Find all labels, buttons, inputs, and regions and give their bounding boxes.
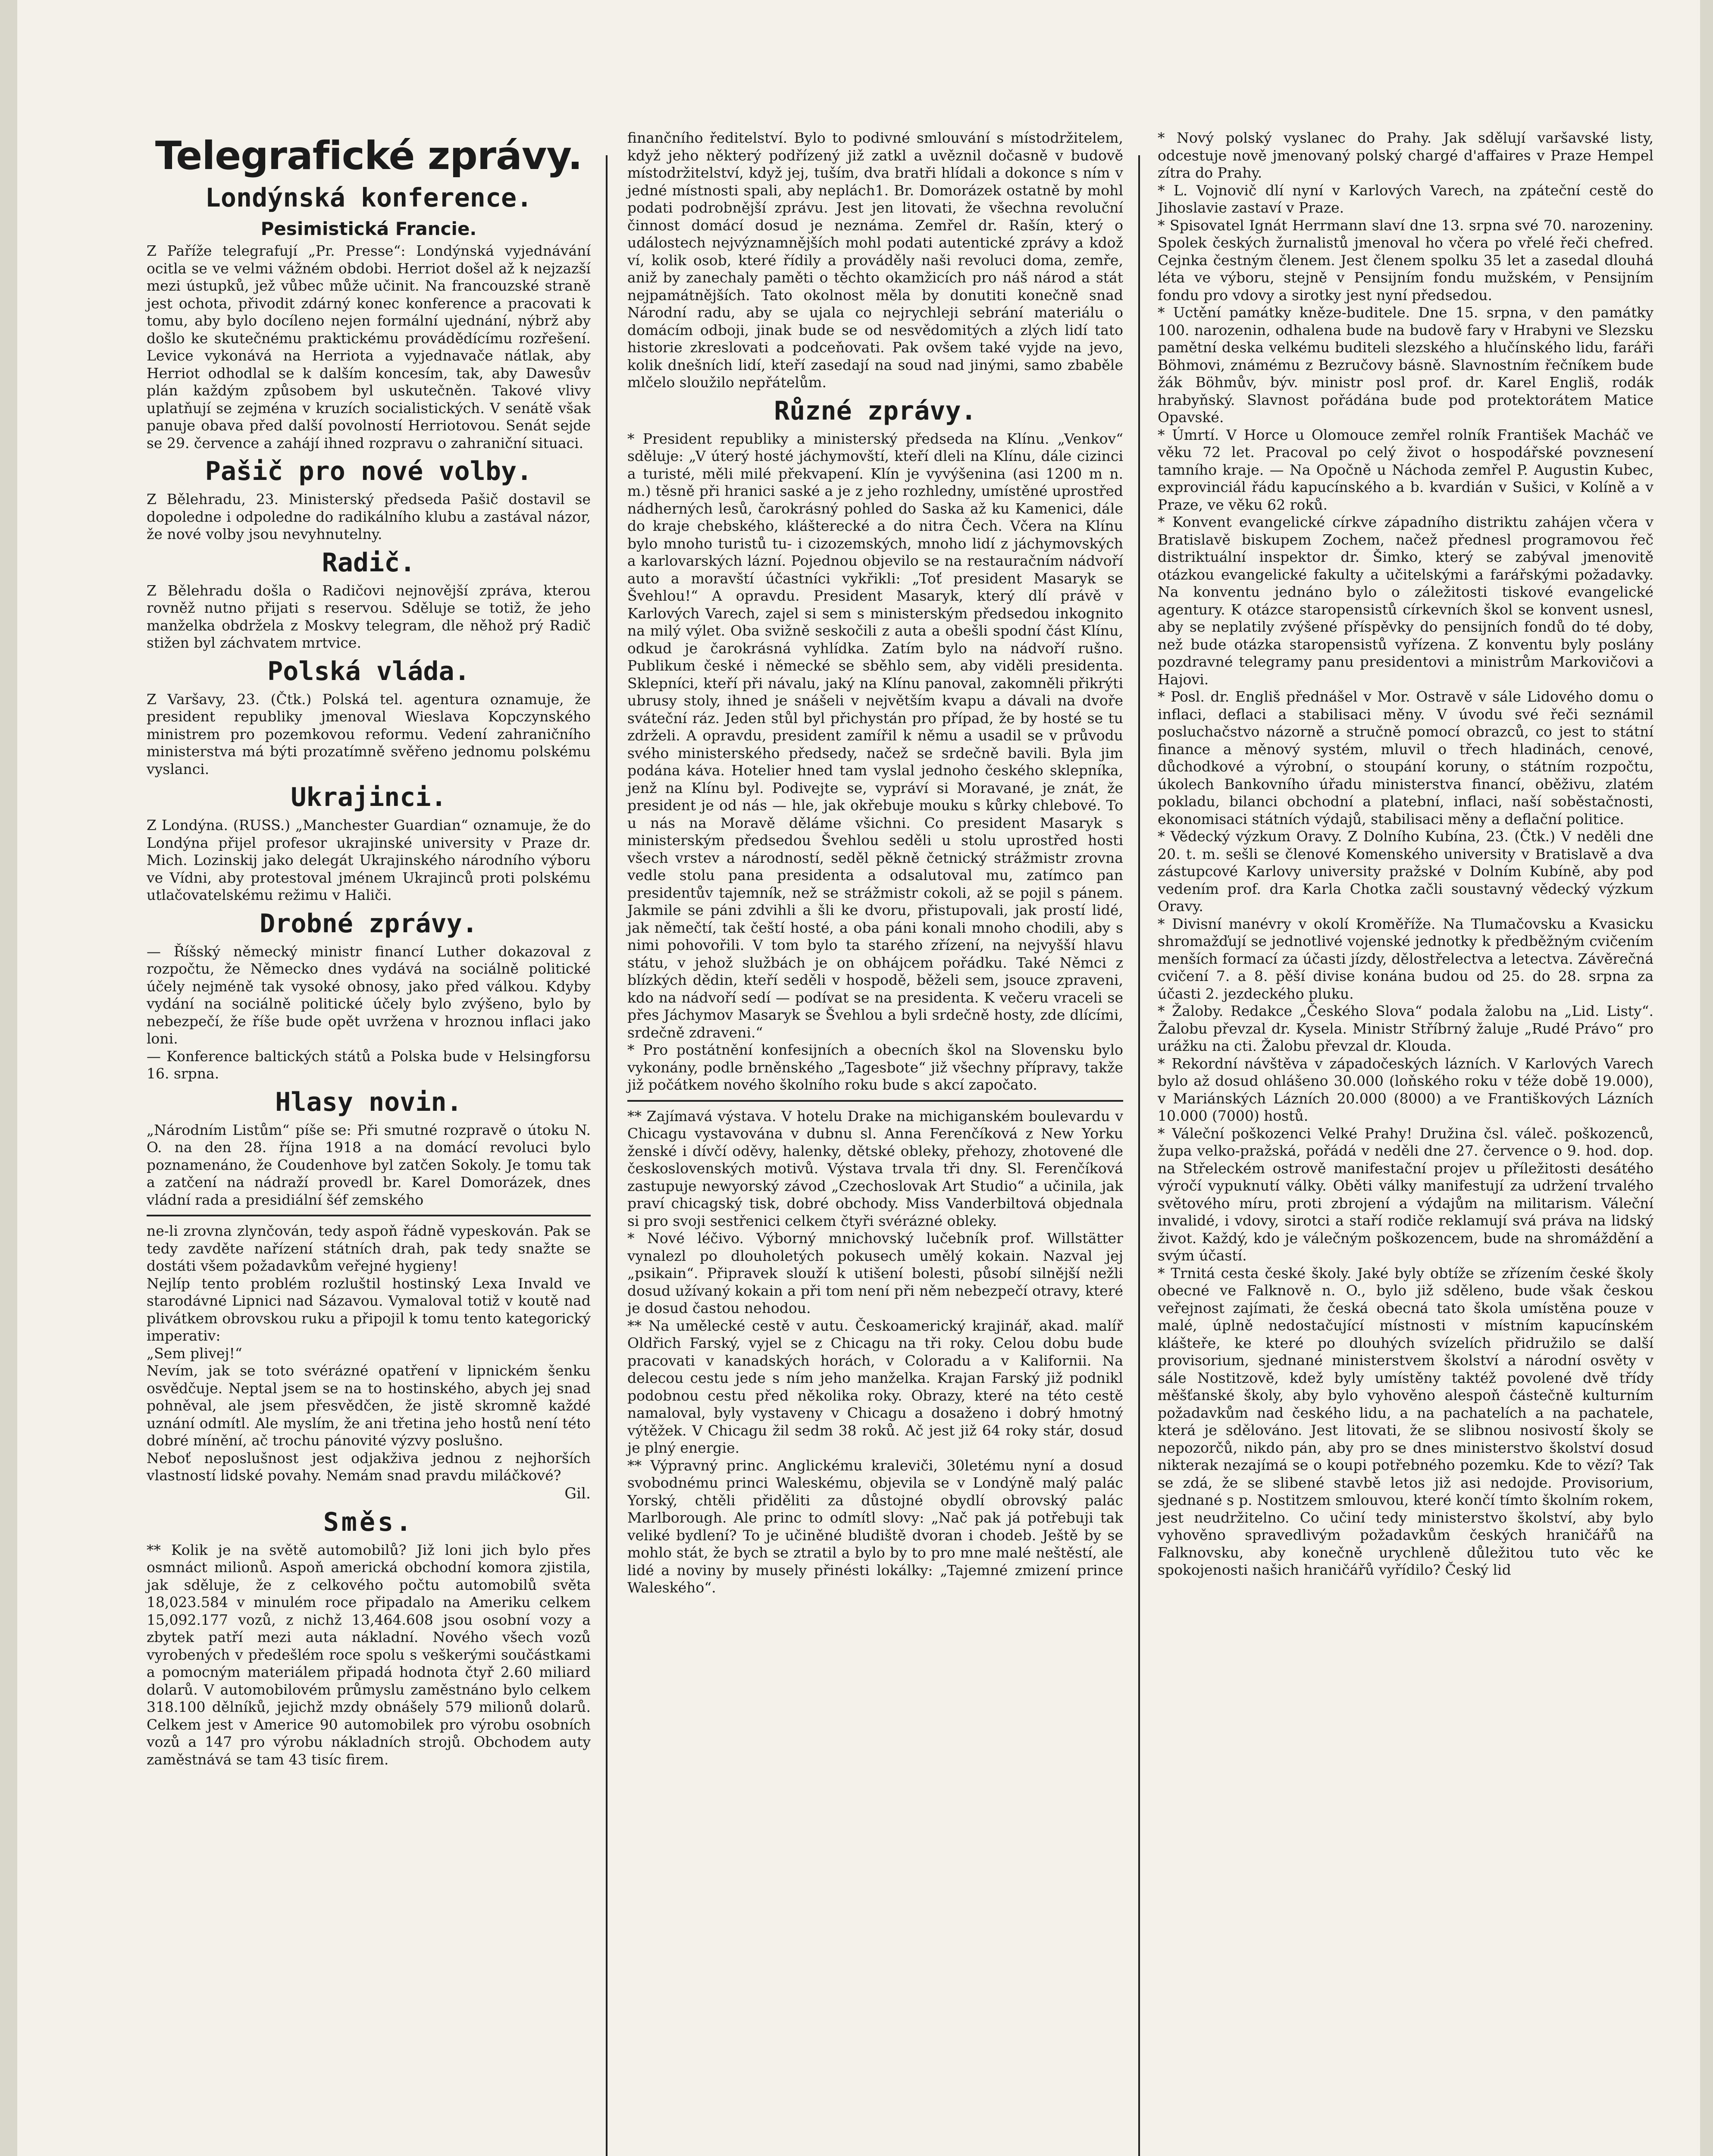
article-englis-prednasel: * Posl. dr. Engliš přednášel v Mor. Ostravě v sále Lidového domu o inflaci, deflaci a stabilisaci měny. V úvodu své řeči seznámil posluchačstvo názorně a stručně pomocí obrazců, co jest to státní finance a měnový systém, mluvil o třech hladinách, cenové, důchodkové a výrobní, o stoupání koruny, o státním rozpočtu, úkolech Bankovního úřadu ministerstva financí, oběživu, zlatém pokladu, bilanci obchodní a platební, inflaci, naší soběstačnosti, ekonomisaci státních výdajů, stabilisaci měny a deflační politice. (1158, 688, 1653, 827)
feuilleton-part-2: Nejlíp tento problém rozluštil hostinský Lexa Invald ve starodávné Lipnici nad Sázavou. Vymaloval totiž v koutě nad plivátkem obrovskou ruku a připojil k tomu tento kategorický imperativ: (147, 1275, 591, 1344)
column-rule-2 (1138, 155, 1140, 2156)
feuilleton-part-3: „Sem plivej!“ (147, 1344, 242, 1362)
article-polska-vlada: Z Varšavy, 23. (Čtk.) Polská tel. agentura oznamuje, že president republiky jmenoval Wieslava Kopczynského ministrem pro pozemkovou reformu. Vedení zahraničního ministerstva má býti prozatímně svěřeno jednomu polskému vyslanci. (147, 690, 591, 777)
article-londynska-konference: Z Paříže telegrafují „Pr. Presse“: Londýnská vyjednávání ocitla se ve velmi vážném obdobi. Herriot došel až k nejzazší mezi ústupků, jež vůbec může učinit. Na francouzské straně jest ochota, přivodit zdárný konec konference a pracovati k tomu, aby bylo docíleno nejen formální ujednání, nýbrž aby došlo ke skutečnému praktickému provádědícímu rozřešení. Levice vykonává na Herriota a vyjednavače nátlak, aby Herriot odhodlal se k dalším koncesím, tak, aby Dawesův plán každým způsobem byl uskutečněn. Takové vlivy uplatňují se zejména v kruzích socialistických. V senátě však panuje obava před další povolností Herriotovou. Senát sejde se 29. července a zahájí ihned rozpravu o zahraniční situaci. (147, 242, 591, 451)
section-divider (147, 1215, 591, 1216)
article-knez-buditel: * Uctění památky kněze-buditele. Dne 15. srpna, v den památky 100. narozenin, odhalena bude na budově fary v Hrabyni ve Slezsku pamětní deska velkému buditeli slezského a hlučínského lidu, faráři Böhmovi, známému z Bezručovy básně. Slavnostním řečníkem bude žák Böhmův, býv. ministr posl prof. dr. Karel Engliš, rodák hrabyňský. Slavnost pořádána bude pod protektorátem Matice Opavské. (1158, 304, 1653, 426)
article-umrti: * Úmrtí. V Horce u Olomouce zemřel rolník František Macháč ve věku 72 let. Pracoval po celý život o hospodářské povznesení tamního kraje. — Na Opočně u Náchoda zemřel P. Augustin Kubec, exprovinciál řádu kapucínského a b. kvardián v Sušici, v Kolíně a v Praze, ve věku 62 roků. (1158, 426, 1653, 513)
section-divider-2 (627, 1100, 1123, 1102)
article-polsky-vyslanec: * Nový polský vyslanec do Prahy. Jak sdělují varšavské listy, odcestuje nově jmenovaný polský chargé d'affaires v Praze Hempel zítra do Prahy. (1158, 129, 1653, 181)
article-herrmann: * Spisovatel Ignát Herrmann slaví dne 13. srpna své 70. narozeniny. Spolek českých žurnalistů jmenoval ho včera po vřelé řeči chefred. Cejnka čestným členem. Jest členem spolku 35 let a zasedal dlouhá léta ve výboru, stejně v Pensijním fondu mužském, v Pensijním fondu pro vdovy a sirotky jest nyní předsedou. (1158, 216, 1653, 304)
article-valecni-poskozenci: * Váleční poškozenci Velké Prahy! Družina čsl. váleč. poškozenců, župa velko-pražská, pořádá v neděli dne 27. července o 9. hod. dop. na Střeleckém ostrově manifestační projev u příležitosti desátého výročí vypuknutí války. Oběti války manifestují za udržení trvalého světového míru, proti zbrojení a výdajům na militarism. Váleční invalidé, i vdovy, sirotci a staří rodiče reklamují svá práva na lidský život. Každý, kdo je válečným poškozencem, bude na shromáždění a svým účastí. (1158, 1125, 1653, 1264)
feuilleton-part-1: ne-li zrovna zlynčován, tedy aspoň řádně vypeskován. Pak se tedy zavděte nařízení státních drah, pak tedy snažte se dostáti všem požadavkům veřejné hygieny! (147, 1222, 591, 1274)
article-rekordni-navsteva: * Rekordní návštěva v západočeských lázních. V Karlových Varech bylo až dosud ohlášeno 30.000 (loňského roku v téže době 19.000), v Mariánských Lázních 20.000 (8000) a ve Františkových Lázních 10.000 (7000) hostů. (1158, 1055, 1653, 1124)
column-rule-1 (606, 155, 608, 2156)
column-1 (147, 129, 591, 1768)
heading-radic: Radič. (322, 547, 416, 578)
article-vojnovic: * L. Vojnovič dlí nyní v Karlových Varech, na zpáteční cestě do Jihoslavie zastaví v Praze. (1158, 182, 1653, 216)
article-hlasy-novin: „Národním Listům“ píše se: Při smutné rozpravě o útoku N. O. na den 28. října 1918 a na domácí revoluci bylo poznamenáno, že Coudenhove byl zatčen Sokoly. Je tomu tak a zatčení na nádraží provedl br. Karel Domorázek, dnes vládní rada a presidiální šéf zemského (147, 1121, 591, 1208)
heading-londynska-konference: Londýnská konference. (205, 183, 532, 213)
article-nove-lecivo: * Nové léčivo. Výborný mnichovský lučebník prof. Willstätter vynalezl po dlouholetých pokusech umělý kokain. Nazval jej „psikain“. Připravek slouží k utišení bolesti, působí silnější nežli dosud užívaný kokain a při tom není při něm nebezpečí otravy, které je dosud častou nehodou. (627, 1230, 1123, 1316)
heading-pasic: Pašič pro nové volby. (205, 456, 532, 486)
article-pasic: Z Bělehradu, 23. Ministerský předseda Pašič dostavil se dopoledne i odpoledne do radikálního klubu a zastával názor, že nové volby jsou nevyhnutelny. (147, 491, 591, 542)
page-edge-right (1700, 0, 1713, 2156)
article-drobne-2: — Konference baltických států a Polska bude v Helsingforsu 16. srpna. (147, 1047, 591, 1082)
page-edge-left (0, 0, 17, 2156)
column-3 (1158, 129, 1653, 1579)
article-president-na-klinu: * President republiky a ministerský předseda na Klínu. „Venkov“ sděluje: „V úterý hosté jáchymovští, kteří dleli na Klínu, dále cizinci a turisté, měli milé překvapení. Klín je vyvýšenina (asi 1200 m n. m.) těsně při hranici saské a je z jeho rozhledny, umístěné uprostřed nádherných lesů, čarokrásný pohled do Saska až ku Kamenici, dále do kraje chebského, klášterecké a do nitra Čech. Včera na Klínu bylo mnoho turistů tu- i cizozemských, mnoho lidí z jáchymovských a karlovarských lázní. Pojednou objevilo se na restauračním nádvoří auto a moravští účastníci vykřikli: „Toť president Masaryk se Švehlou!“ A opravdu. President Masaryk, který dlí právě v Karlových Varech, zajel si sem s ministerským předsedou inkognito na milý výlet. Oba svižně seskočili z auta a obešli spodní část Klínu, odkud je čarokrásná vyhlídka. Zatím bylo na nádvoří rušno. Publikum české i německé se sběhlo sem, aby viděli presidenta. Sklepníci, kteří při návalu, jaký na Klínu panoval, zakomněli přikrýti ubrusy stoly, ihned je snášeli v největším kvapu a dávali na dvoře sváteční ráz. Jeden stůl byl přichystán pro případ, že by hosté se tu zdrželi. A opravdu, president zamířil k němu a usadil se v průvodu svého ministerského předsedy, načež se srdečně bavili. Byla jim podána káva. Hotelier hned tam vyslal jednoho českého sklepníka, jenž na Klínu byl. Podivejte se, vypráví si Moravané, je znát, že president je od nás — hle, jak okřebuje mouku s kůrky chlebové. To u nás na Moravě děláme všichni. Co president Masaryk s ministerským předsedou Švehlou seděli u stolu uprostřed hosti všech vrstev a národností, seděl pěkně četnický strážmistr zrovna vedle stolu pana presidenta a odsalutoval mu, zatímco pan presidentův tajemník, než se strážmistr cokoli, až se pojil s pánem. Jakmile se páni zdvihli a šli ke dvoru, přistupovali, jak prostí lidé, jak němečtí, tak čeští hosté, a oba páni konali mnoho chodili, aby s nimi pohovořili. V tom bylo ta starého zřízení, na nejvyšší hlavu státu, v jehož službách je on obhájcem pořádku. Také Němci z blízkých dědin, kteří seděli v hospodě, běželi sem, jsouce zpraveni, kdo na nádvoří sedí — podívat se na presidenta. K večeru vraceli se přes Jáchymov Masaryk se Švehlou a byli srdečně hosty, zde dlícími, srdečně zdraveni.“ (627, 430, 1123, 1041)
heading-ruzne-zpravy: Různé zprávy. (774, 395, 977, 426)
article-hlasy-continuation: finančního ředitelství. Bylo to podivné smlouvání s místodržitelem, když jeho některý podřízený již zatkl a uvěznil dočasně v budově místodržitelství, když jej, tuším, dva bratři hlídali a dokonce s ním v jedné místnosti spali, aby neplách1. Br. Domorázek ostatně by mohl podati podrobnější zprávu. Jest jen litovati, že všechna revoluční činnost domácí dosud je neznáma. Zemřel dr. Rašín, který o událostech nejvýznamnějších mohl podati autentické zprávy a kdož ví, kolik osob, které řídily a prováděly naši revoluci doma, zemře, aniž by zanechaly paměti o těchto okamžicích pro náš národ a stát nejpamátnějších. Tato okolnost měla by donutiti konečně snad Národní radu, aby se ujala co nejrychleji sebrání materiálu o domácím odboji, jinak bude se od nesvědomitých a zlých lidí tato historie zkreslovati a podceňovati. Pak ovšem také vyjde na jevo, kolik dnešních lidí, kteří zasedají na soud nad jinými, samo zbaběle mlčelo sloužilo nepřátelům. (627, 129, 1123, 391)
heading-telegraficke-zpravy: Telegrafické zprávy. (155, 133, 582, 179)
article-postatneni-skol: * Pro postátnění konfesijních a obecních škol na Slovensku bylo vykonány, podle brněnského „Tagesbote“ již všechny přípravy, takže již počátkem nového školního roku bude s akcí započato. (627, 1041, 1123, 1093)
heading-polska-vlada: Polská vláda. (267, 656, 470, 686)
column-2 (627, 129, 1123, 1597)
heading-smes: Směs. (323, 1507, 414, 1537)
feuilleton-signature: Gil. (564, 1485, 591, 1502)
heading-hlasy-novin: Hlasy novin. (275, 1087, 462, 1117)
article-divisni-manevry: * Divisní manévry v okolí Kroměříže. Na Tlumačovsku a Kvasicku shromažďují se jednotlivé vojenské jednotky k předběžným cvičením menších formací za účasti jízdy, dělostřelectva a letectva. Závěrečná cvičení 7. a 8. pěší divise konána budou od 25. do 28. srpna za účasti 2. jezdeckého pluku. (1158, 915, 1653, 1002)
article-zajimava-vystava: ** Zajímavá výstava. V hotelu Drake na michiganském boulevardu v Chicagu vystavována v dubnu sl. Anna Ferenčíková z New Yorku ženské i dívčí oděvy, halenky, dětské obleky, přehozy, zhotovené dle československých motivů. Výstava trvala tři dny. Sl. Ferenčíková zastupuje newyorský závod „Czechoslovak Art Studio“ a učinila, jak praví chicagský tisk, dobré obchody. Miss Vanderbiltová objednala si pro svoji sestřenici celkem čtyři svérázné obleky. (627, 1107, 1123, 1229)
feuilleton-part-5: Neboť neposlušnost jest odjakživa jednou z nejhorších vlastností lidské povahy. Nemám snad pravdu miláčkové? (147, 1449, 591, 1484)
article-radic: Z Bělehradu došla o Radičovi nejnovější zpráva, kterou rovněž nutno přijati s reservou. Sděluje se totiž, že jeho manželka obdržela z Moskvy telegram, dle něhož prý Radič stižen byl záchvatem mrtvice. (147, 582, 591, 651)
article-automobily: ** Kolik je na světě automobilů? Již loni jich bylo přes osmnáct milionů. Aspoň americká obchodní komora zjistila, jak sděluje, že z celkového počtu automobilů světa 18,023.584 v minulém roce připadalo na Ameriku celkem 15,092.177 vozů, z nichž 13,464.608 jsou osobní vozy a zbytek patří mezi auta nákladní. Nového všech vozů vyrobených v předešlém roce spolu s veškerými součástkami a pomocným materiálem připadá hodnota čtyř 2.60 miliard dolarů. V automobilovém průmyslu zaměstnáno bylo celkem 318.100 dělníků, jejichž mzdy obnášely 579 milionů dolarů. Celkem jest v Americe 90 automobilek pro výrobu osobních vozů a 147 pro výrobu nákladních strojů. Obchodem auty zaměstnává se tam 43 tisíc firem. (147, 1541, 591, 1768)
article-zaloby: * Žaloby. Redakce „Českého Slova“ podala žalobu na „Lid. Listy“. Žalobu převzal dr. Kysela. Ministr Stříbrný žaluje „Rudé Právo“ pro urážku na cti. Žalobu převzal dr. Klouda. (1158, 1003, 1653, 1054)
feuilleton-part-4: Nevím, jak se toto svérázné opatření v lipnickém šenku osvědčuje. Neptal jsem se na to hostinského, abych jej snad pohněval, ale jsem přesvědčen, že jistě skromně každé uznání odmítl. Ale myslím, že ani třetina jeho hostů není této dobré mínění, ač trochu pánovité výzvy poslušno. (147, 1362, 591, 1449)
article-ukrajinci: Z Londýna. (RUSS.) „Manchester Guardian“ oznamuje, že do Londýna přijel profesor ukrajinské university v Praze dr. Mich. Lozinskij jako delegát Ukrajinského národního výboru ve Vídni, aby protestoval jménem Ukrajinců proti polskému utlačovatelskému režimu v Haliči. (147, 817, 591, 903)
article-umelecka-cesta: ** Na umělecké cestě v autu. Českoamerický krajinář, akad. malíř Oldřich Farský, vyjel se z Chicagu na tři roky. Celou dobu bude pracovati v kanadských horách, v Coloradu a v Kalifornii. Na delecou cestu jede s ním jeho manželka. Krajan Farský již podnikl podobnou cestu před několika roky. Obrazy, které na této cestě namaloval, byly vystaveny v Chicagu a dosaženo i dobrý hmotný výtěžek. V Chicagu žil sedm 38 roků. Ač jest již 64 roky stár, dosud je plný energie. (627, 1317, 1123, 1456)
article-vyzkum-oravy: * Vědecký výzkum Oravy. Z Dolního Kubína, 23. (Čtk.) V neděli dne 20. t. m. sešli se členové Komenského university v Bratislavě a dva zástupcové Karlovy university pražské v Dolním Kubíně, aby pod vedením prof. dra Karla Chotka začli soustavný vědecký výzkum Oravy. (1158, 828, 1653, 915)
subheading-pesimisticka-francie: Pesimistická Francie. (260, 218, 477, 239)
heading-drobne-zpravy: Drobné zprávy. (260, 908, 478, 939)
article-trnita-cesta-skoly: * Trnitá cesta české školy. Jaké byly obtíže se zřízením české školy obecné ve Falknově n. O., bylo již sděleno, bude však českou veřejnost zajímati, že česká obecná tato škola umístěna pouze v malé, úplně nedostačující místnosti v místním kapucínském klášteře, ke které po dlouhých svízelích přidružilo se další provisorium, sjednané ministerstvem školství a národní osvěty v sále Nostitzově, kdež byly umístěny taktéž povolené dvě třídy měšťanské školy, aby bylo vyhověno alespoň částečně kulturním požadavkům nad českého lidu, a na pachatelích a na pachatele, která je sdělováno. Jest litovati, že se slibnou nosivostí školy se nepozorčů, nikdo pán, aby pro se dnes ministerstvo školství dosud nikterak nezajímá se o koupi potřebného pozemku. Kde to vězí? Tak se zdá, že se slibené stavbě letos již asi nedojde. Provisorium, sjednané s p. Nostitzem smlouvou, které končí tímto školním rokem, jest neudržitelno. Co učiní tedy ministerstvo školství, aby bylo vyhověno spravedlivým požadavkům českých hraničářů na Falknovsku, aby konečně urychleně důležitou tuto věc ke spokojenosti našich hraničářů vyřídilo? Český lid (1158, 1264, 1653, 1578)
heading-ukrajinci: Ukrajinci. (291, 782, 447, 812)
article-konvent-evangelicke-cirkve: * Konvent evangelické církve západního distriktu zahájen včera v Bratislavě biskupem Zochem, načež přednesl programovou řeč distriktuální inspektor dr. Šimko, který se zabýval jmenovitě otázkou evangelické fakulty a učitelskými a farářskými požadavky. Na konventu jednáno bylo o záležitosti tiskové evangelické agentury. K otázce staropensistů církevních škol se konvent usnesl, aby se neplatily zvýšené příspěvky do pensijních fondů do té doby, než bude otázka staropensistů vyřízena. Z konventu byly poslány pozdravné telegramy panu presidentovi a ministrům Markovičovi a Hajovi. (1158, 514, 1653, 688)
article-drobne-1: — Říšský německý ministr financí Luther dokazoval z rozpočtu, že Německo dnes vydává na sociálně politické účely nejméně tak vysoké obnosy, jako před válkou. Kdyby vydání na sociálně politické účely bylo zvýšeno, bylo by nebezpečí, že říše bude opět uvržena v hroznou inflaci jako loni. (147, 943, 591, 1047)
article-vypravny-princ: ** Výpravný princ. Anglickému kraleviči, 30letému nyní a dosud svobodnému princi Waleskému, objevila se v Londýně malý palác Yorský, chtěli přiděliti za důstojné obydlí obrovský palác Marlborough. Ale princ to odmítl slovy: „Nač pak já potřebuji tak veliké bydlení? To je učiněné bludiště dvoran i chodeb. Ještě by se mohlo stát, že bych se ztratil a bylo by to pro mne malé neštěstí, ale lidé a noviny by musely přinésti lokálky: „Tajemné zmizení prince Waleského“. (627, 1457, 1123, 1596)
